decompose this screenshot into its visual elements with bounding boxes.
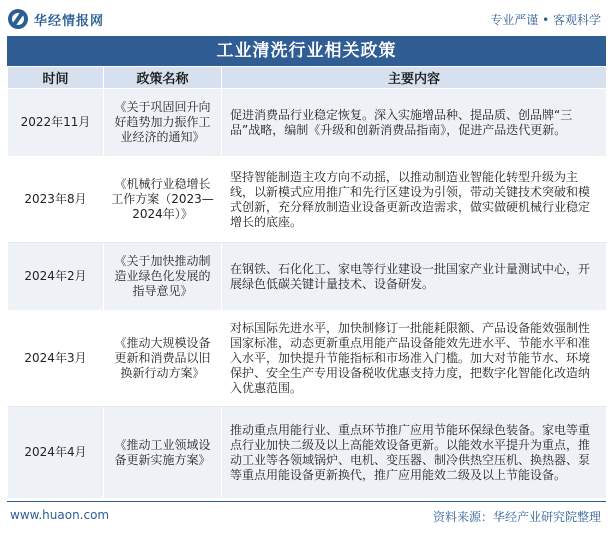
column-header-time: 时间 (8, 67, 104, 89)
cell-time: 2024年2月 (8, 243, 104, 311)
table-row (8, 89, 607, 157)
cell-content: 对标国际先进水平，加快制修订一批能耗限额、产品设备能效强制性国家标准，动态更新重点用能产品设备能效先进水平、节能水平和准入水平，加快提升节能指标和市场准入门槛。加大对节能节水、环境保护、安全生产专用设备税收优惠支持力度，把数字化智能化改造纳入优惠范围。 (222, 311, 607, 407)
cell-time: 2024年4月 (8, 407, 104, 499)
column-header-content: 主要内容 (222, 67, 607, 89)
column-header-name: 政策名称 (104, 67, 222, 89)
cell-content: 坚持智能制造主攻方向不动摇，以推动制造业智能化转型升级为主线，以新模式应用推广和先行区建设为引领，带动关键技术突破和模式创新，充分释放制造业设备更新改造需求，做实做硬机械行业稳定增长的底座。 (222, 157, 607, 243)
cell-time: 2022年11月 (8, 89, 104, 157)
cell-policy-name: 《机械行业稳增长工作方案（2023—2024年）》 (104, 157, 222, 243)
logo-icon (8, 9, 28, 29)
footer-divider (7, 501, 606, 502)
cell-content: 在钢铁、石化化工、家电等行业建设一批国家产业计量测试中心，开展绿色低碳关键计量技术、设备研发。 (222, 243, 607, 311)
policy-table (7, 66, 607, 499)
cell-content: 促进消费品行业稳定恢复。深入实施增品种、提品质、创品牌“三品”战略，编制《升级和创新消费品指南》，促进产品迭代更新。 (222, 89, 607, 157)
table-row (8, 243, 607, 311)
table-row (8, 407, 607, 499)
footer (0, 498, 613, 534)
footer-url: www.huaon.com (10, 508, 110, 522)
table-header-row (8, 67, 607, 89)
cell-policy-name: 《推动工业领域设备更新实施方案》 (104, 407, 222, 499)
cell-policy-name: 《关于巩固回升向好趋势加力振作工业经济的通知》 (104, 89, 222, 157)
table-row (8, 311, 607, 407)
top-bar (0, 0, 613, 36)
cell-time: 2024年3月 (8, 311, 104, 407)
logo (8, 9, 104, 29)
table-row (8, 157, 607, 243)
footer-source: 资料来源：华经产业研究院整理 (432, 510, 601, 524)
page-title: 工业清洗行业相关政策 (7, 36, 606, 66)
slogan: 专业严谨 • 客观科学 (490, 13, 601, 27)
cell-content: 推动重点用能行业、重点环节推广应用节能环保绿色装备。家电等重点行业加快二级及以上高能效设备更新。以能效水平提升为重点，推动工业等各领域锅炉、电机、变压器、制冷供热空压机、换热器、泵等重点用能设备更新换代，推广应用能效二级及以上节能设备。 (222, 407, 607, 499)
logo-text: 华经情报网 (34, 13, 105, 29)
cell-policy-name: 《推动大规模设备更新和消费品以旧换新行动方案》 (104, 311, 222, 407)
cell-policy-name: 《关于加快推动制造业绿色化发展的指导意见》 (104, 243, 222, 311)
cell-time: 2023年8月 (8, 157, 104, 243)
